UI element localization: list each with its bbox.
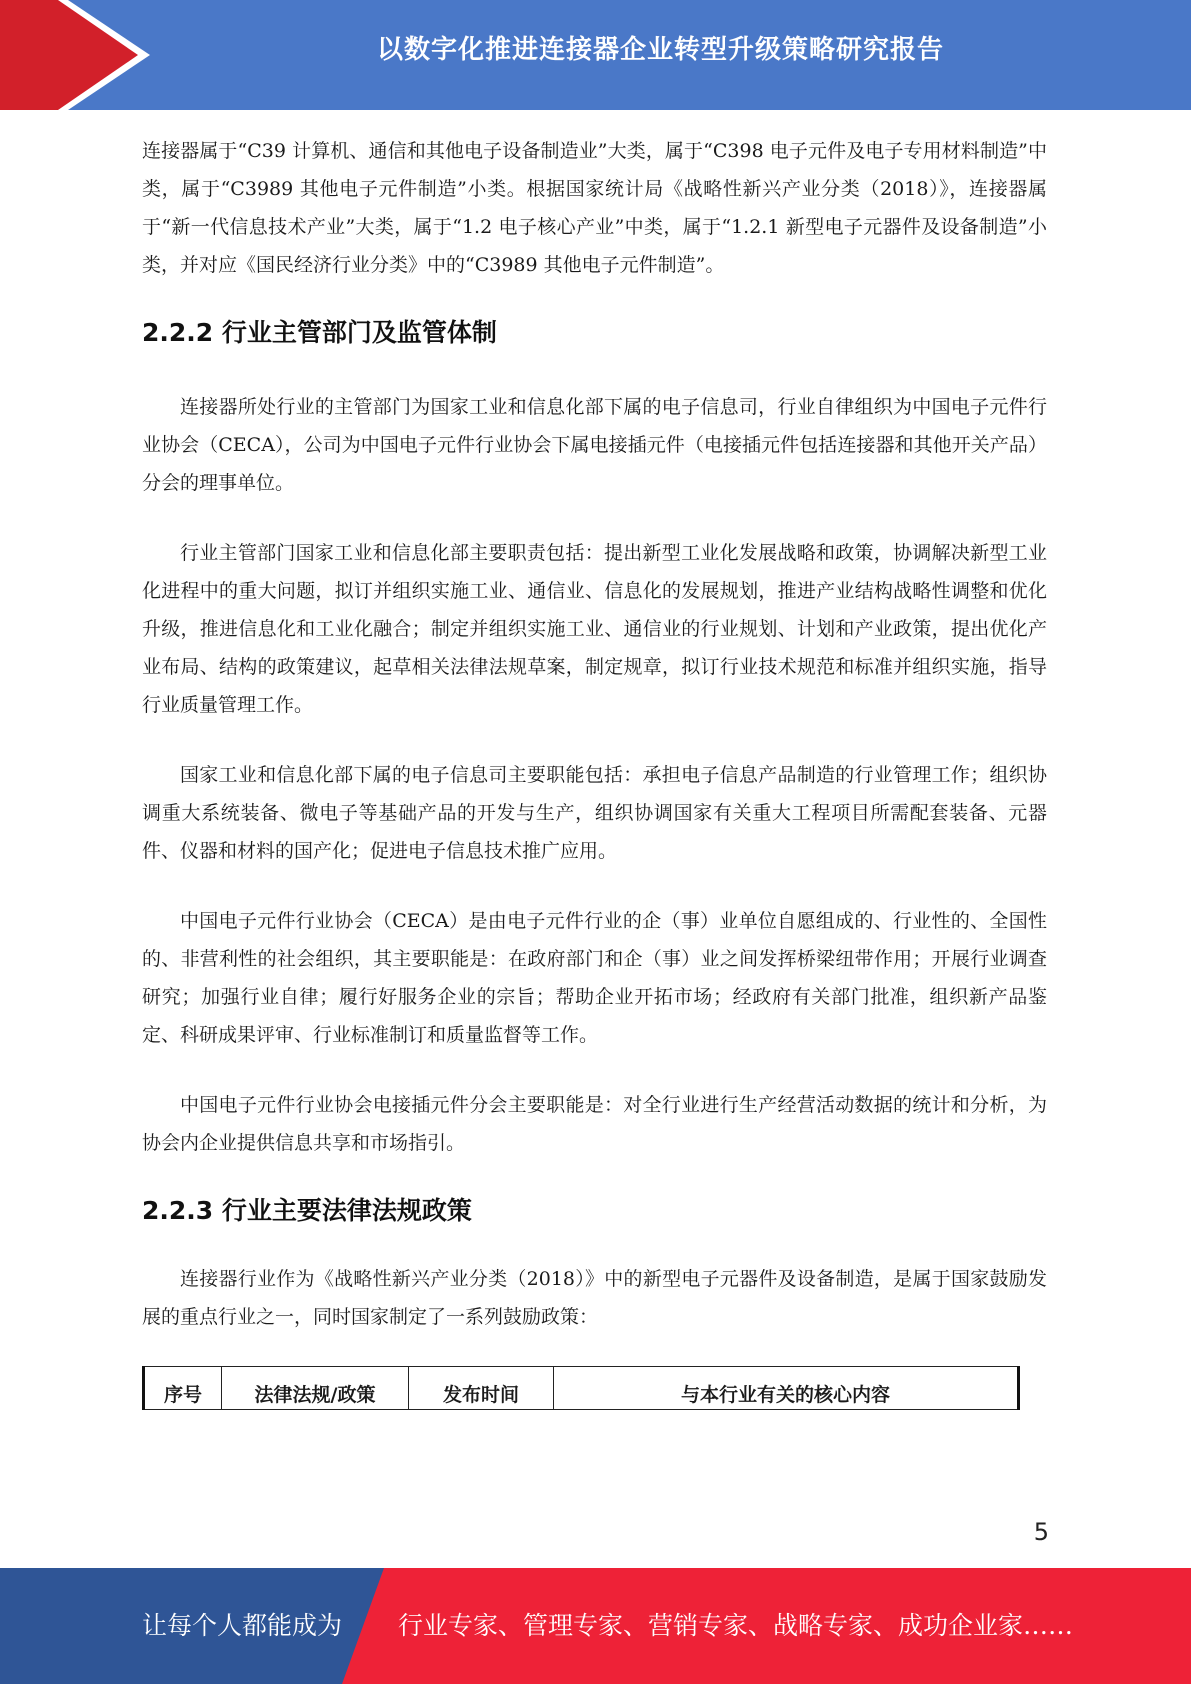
- page-header: [0, 0, 1191, 110]
- paragraph-ceca-branch: 中国电子元件行业协会电接插元件分会主要职能是：对全行业进行生产经营活动数据的统计和分析，为协会内企业提供信息共享和市场指引。: [142, 1094, 1047, 1154]
- document-body: [142, 132, 1047, 1410]
- policy-table: [142, 1366, 1020, 1410]
- table-header-index: 序号: [144, 1367, 222, 1410]
- paragraph-intro: 连接器属于“C39 计算机、通信和其他电子设备制造业”大类，属于“C398 电子元件及电子专用材料制造”中类，属于“C3989 其他电子元件制造”小类。根据国家统计局《战略性新兴产业分类（2018）》，连接器属于“新一代信息技术产业”大类，属于“1.2 电子核心产业”中类，属于“1.2.1 新型电子元器件及设备制造”小类，并对应《国民经济行业分类》中的“C3989 其他电子元件制造”。: [142, 140, 1047, 276]
- paragraph-miit-duties: 行业主管部门国家工业和信息化部主要职责包括：提出新型工业化发展战略和政策，协调解决新型工业化进程中的重大问题，拟订并组织实施工业、通信业、信息化的发展规划，推进产业结构战略性调整和优化升级，推进信息化和工业化融合；制定并组织实施工业、通信业的行业规划、计划和产业政策，提出优化产业布局、结构的政策建议，起草相关法律法规草案，制定规章，拟订行业技术规范和标准并组织实施，指导行业质量管理工作。: [142, 542, 1047, 716]
- paragraph-ceca: 中国电子元件行业协会（CECA）是由电子元件行业的企（事）业单位自愿组成的、行业性的、全国性的、非营利性的社会组织，其主要职能是：在政府部门和企（事）业之间发挥桥梁纽带作用；开展行业调查研究；加强行业自律；履行好服务企业的宗旨；帮助企业开拓市场；经政府有关部门批准，组织新产品鉴定、科研成果评审、行业标准制订和质量监督等工作。: [142, 910, 1047, 1046]
- footer-slogan-left: 让每个人都能成为: [142, 1611, 343, 1640]
- paragraph-electronics-dept: 国家工业和信息化部下属的电子信息司主要职能包括：承担电子信息产品制造的行业管理工作；组织协调重大系统装备、微电子等基础产品的开发与生产，组织协调国家有关重大工程项目所需配套装备、元器件、仪器和材料的国产化；促进电子信息技术推广应用。: [142, 764, 1047, 862]
- header-chevron-decoration: [0, 0, 160, 110]
- table-header-core-content: 与本行业有关的核心内容: [554, 1367, 1019, 1410]
- page-number: 5: [1033, 1518, 1049, 1546]
- section-heading-2-2-2: 2.2.2 行业主管部门及监管体制: [142, 318, 497, 347]
- paragraph-regulator: 连接器所处行业的主管部门为国家工业和信息化部下属的电子信息司，行业自律组织为中国电子元件行业协会（CECA），公司为中国电子元件行业协会下属电接插元件（电接插元件包括连接器和其他开关产品）分会的理事单位。: [142, 396, 1047, 494]
- table-header-row: [144, 1367, 1019, 1410]
- page-footer: [0, 1568, 1191, 1684]
- section-heading-2-2-3: 2.2.3 行业主要法律法规政策: [142, 1196, 472, 1225]
- paragraph-policy-intro: 连接器行业作为《战略性新兴产业分类（2018）》中的新型电子元器件及设备制造，是属于国家鼓励发展的重点行业之一，同时国家制定了一系列鼓励政策：: [142, 1268, 1047, 1328]
- table-header-date: 发布时间: [409, 1367, 554, 1410]
- report-title: 以数字化推进连接器企业转型升级策略研究报告: [376, 35, 944, 65]
- footer-slogan-right: 行业专家、管理专家、营销专家、战略专家、成功企业家……: [398, 1611, 1074, 1640]
- table-header-policy: 法律法规/政策: [222, 1367, 409, 1410]
